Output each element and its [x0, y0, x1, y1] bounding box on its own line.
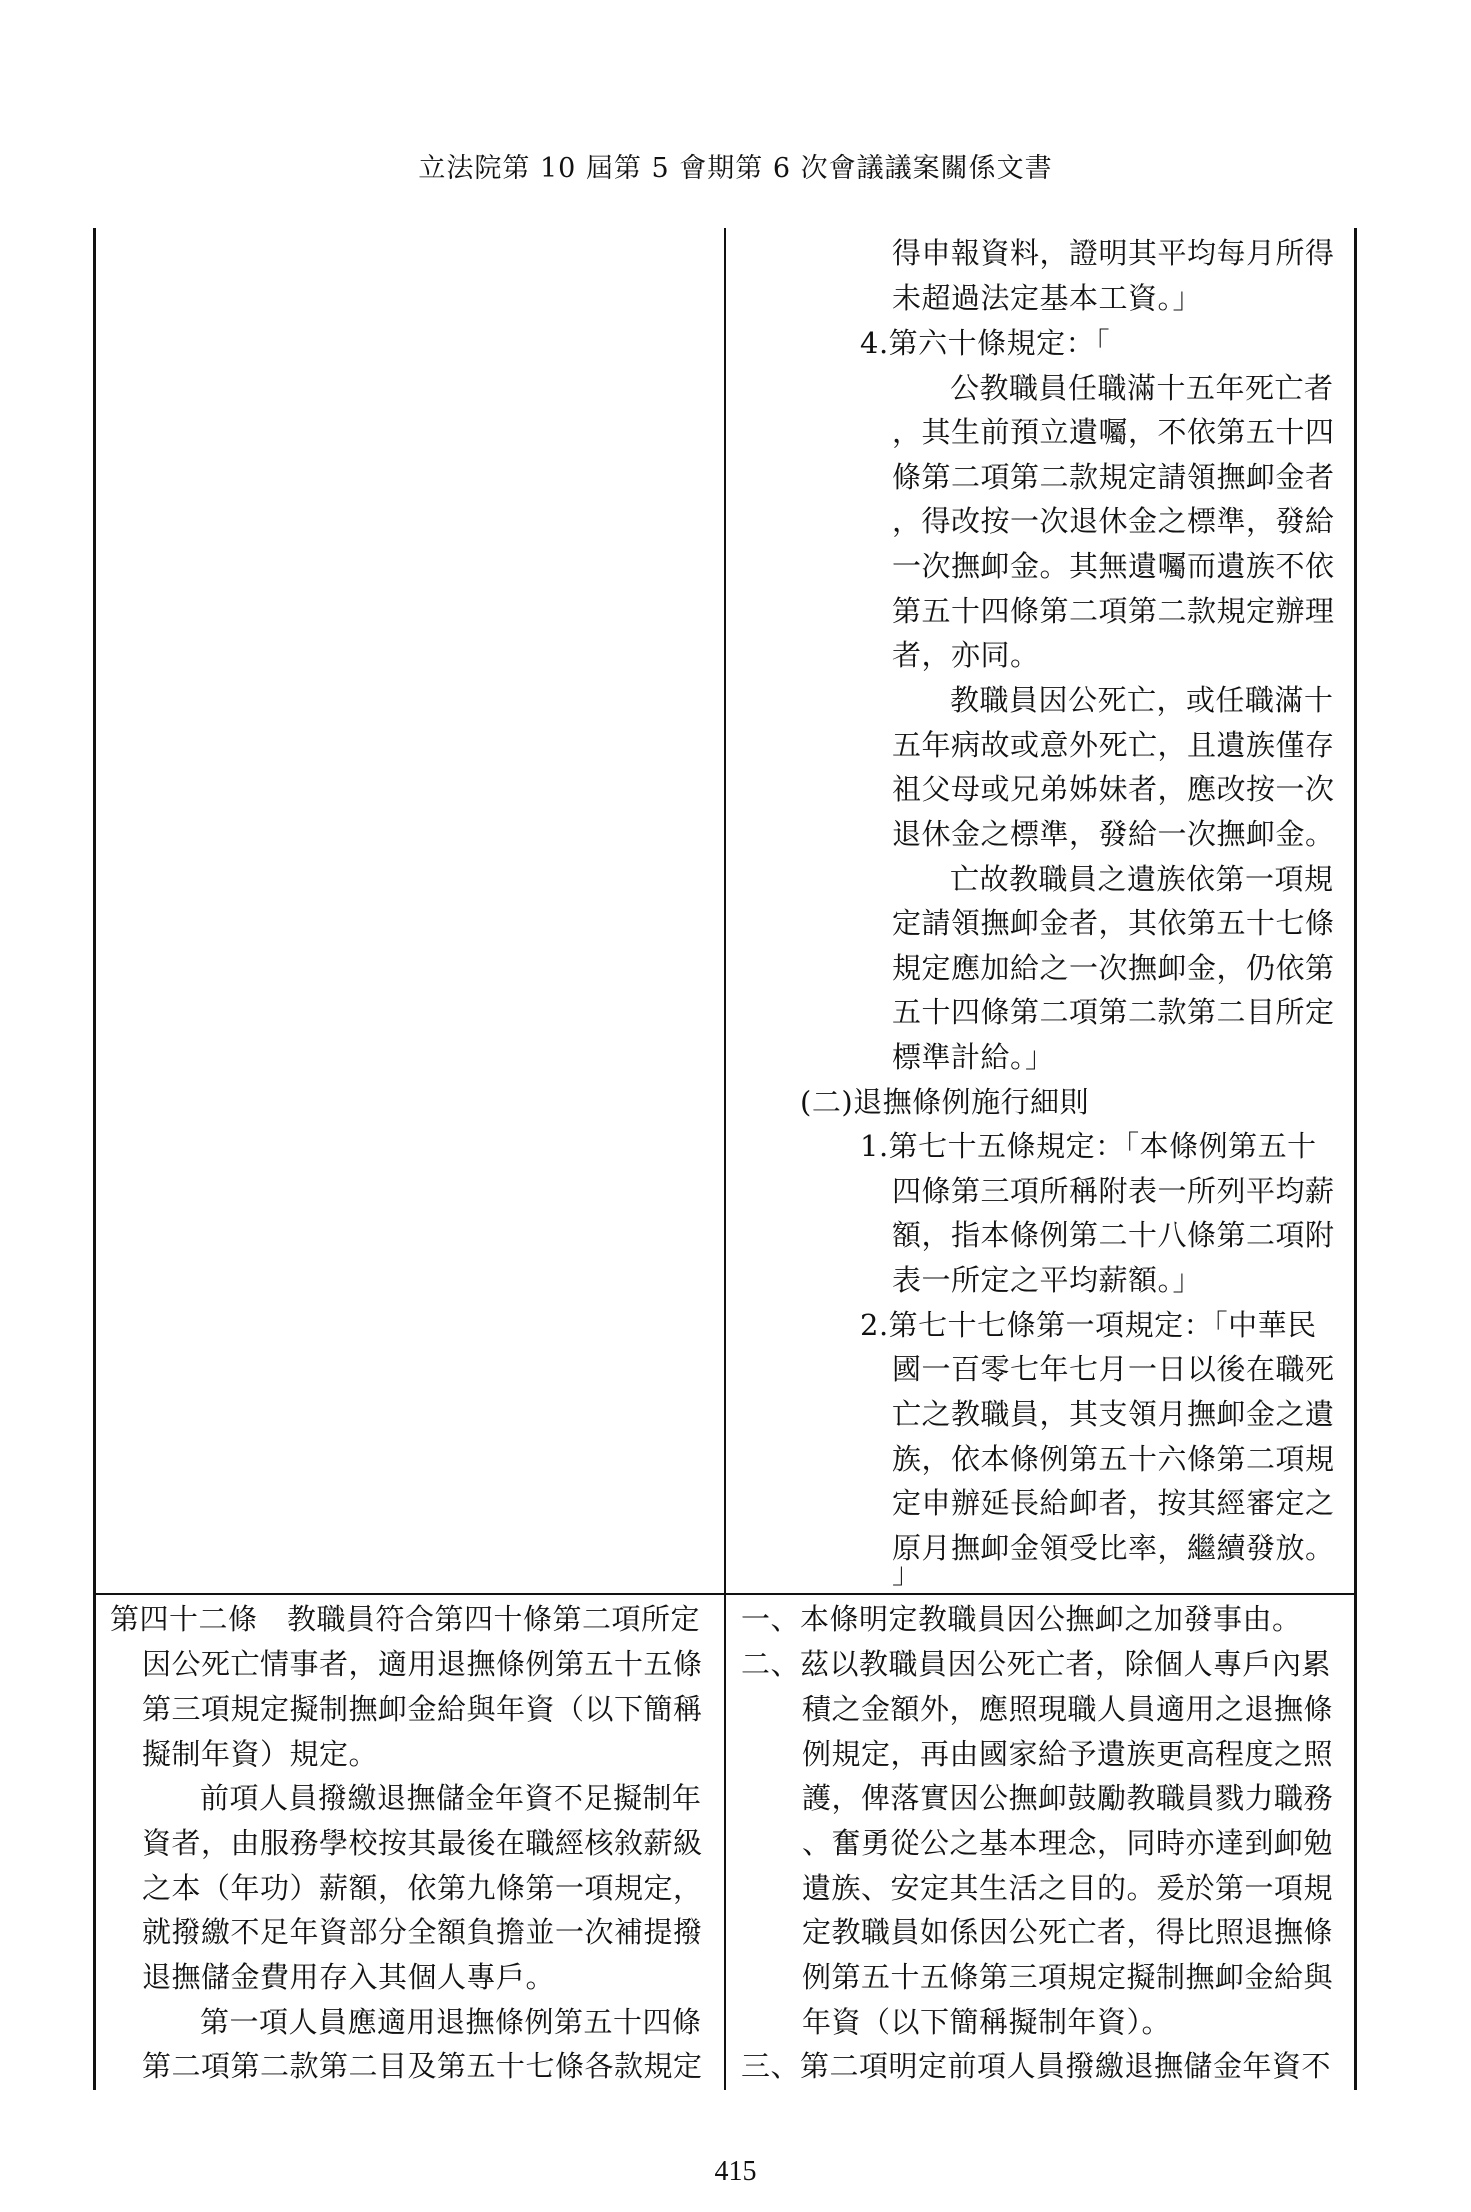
text-line: 因公死亡情事者，適用退撫條例第五十五條: [142, 1647, 703, 1681]
text-line: 得申報資料，證明其平均每月所得: [892, 236, 1335, 270]
table-left-border: [93, 228, 96, 2090]
text-line: 前項人員撥繳退撫儲金年資不足擬制年: [200, 1781, 702, 1815]
text-line: 護，俾落實因公撫卹鼓勵教職員戮力職務: [802, 1781, 1334, 1815]
text-line: 第四十二條 教職員符合第四十條第二項所定: [110, 1602, 701, 1636]
text-line: 第二項第二款第二目及第五十七條各款規定: [142, 2049, 703, 2083]
text-line: 擬制年資）規定。: [142, 1737, 379, 1771]
text-line: 條第二項第二款規定請領撫卹金者: [892, 460, 1335, 494]
text-line: 原月撫卹金領受比率，繼續發放。: [892, 1531, 1335, 1565]
text-line: 者，亦同。: [892, 638, 1040, 672]
text-line: 第五十四條第二項第二款規定辦理: [892, 594, 1335, 628]
text-line: 族，依本條例第五十六條第二項規: [892, 1442, 1335, 1476]
text-line: 遺族、安定其生活之目的。爰於第一項規: [802, 1871, 1334, 1905]
text-line: 額，指本條例第二十八條第二項附: [892, 1218, 1335, 1252]
text-line: 例規定，再由國家給予遺族更高程度之照: [802, 1737, 1334, 1771]
text-line: 五十四條第二項第二款第二目所定: [892, 995, 1335, 1029]
text-line: 祖父母或兄弟姊妹者，應改按一次: [892, 772, 1335, 806]
text-line: 、奮勇從公之基本理念，同時亦達到卹勉: [802, 1826, 1334, 1860]
text-line: 公教職員任職滿十五年死亡者: [950, 371, 1334, 405]
text-line: 例第五十五條第三項規定擬制撫卹金給與: [802, 1960, 1334, 1994]
page-number: 415: [714, 2156, 757, 2187]
text-line: 一次撫卹金。其無遺囑而遺族不依: [892, 549, 1335, 583]
page-header: 立法院第 10 屆第 5 會期第 6 次會議議案關係文書: [418, 153, 1053, 184]
text-line: 規定應加給之一次撫卹金，仍依第: [892, 951, 1335, 985]
text-line: 退休金之標準，發給一次撫卹金。: [892, 817, 1335, 851]
table-row-divider: [93, 1593, 1357, 1595]
text-line: 定教職員如係因公死亡者，得比照退撫條: [802, 1915, 1334, 1949]
text-line: 之本（年功）薪額，依第九條第一項規定，: [142, 1871, 703, 1905]
text-line: 2.第七十七條第一項規定：「中華民: [860, 1308, 1317, 1342]
text-line: 亡之教職員，其支領月撫卹金之遺: [892, 1397, 1335, 1431]
text-line: 一、本條明定教職員因公撫卹之加發事由。: [741, 1602, 1302, 1636]
text-line: 三、第二項明定前項人員撥繳退撫儲金年資不: [741, 2049, 1332, 2083]
text-line: 四條第三項所稱附表一所列平均薪: [892, 1174, 1335, 1208]
text-line: 」: [892, 1556, 922, 1590]
text-line: 未超過法定基本工資。」: [892, 281, 1203, 315]
text-line: 定請領撫卹金者，其依第五十七條: [892, 906, 1335, 940]
table-right-border: [1354, 228, 1357, 2090]
text-line: 二、茲以教職員因公死亡者，除個人專戶內累: [741, 1647, 1332, 1681]
text-line: 表一所定之平均薪額。」: [892, 1263, 1203, 1297]
text-line: 資者，由服務學校按其最後在職經核敘薪級: [142, 1826, 703, 1860]
text-line: 亡故教職員之遺族依第一項規: [950, 862, 1334, 896]
text-line: 積之金額外，應照現職人員適用之退撫條: [802, 1692, 1334, 1726]
text-line: ，得改按一次退休金之標準，發給: [892, 504, 1335, 538]
text-line: (二)退撫條例施行細則: [800, 1085, 1090, 1119]
text-line: ，其生前預立遺囑，不依第五十四: [892, 415, 1335, 449]
table-column-divider: [724, 228, 726, 2090]
text-line: 1.第七十五條規定：「本條例第五十: [860, 1129, 1317, 1163]
text-line: 五年病故或意外死亡，且遺族僅存: [892, 728, 1335, 762]
text-line: 定申辦延長給卹者，按其經審定之: [892, 1486, 1335, 1520]
text-line: 年資（以下簡稱擬制年資）。: [802, 2005, 1172, 2039]
text-line: 第三項規定擬制撫卹金給與年資（以下簡稱: [142, 1692, 703, 1726]
text-line: 標準計給。」: [892, 1040, 1055, 1074]
text-line: 教職員因公死亡，或任職滿十: [950, 683, 1334, 717]
text-line: 就撥繳不足年資部分全額負擔並一次補提撥: [142, 1915, 703, 1949]
text-line: 第一項人員應適用退撫條例第五十四條: [200, 2005, 702, 2039]
text-line: 4.第六十條規定：「: [860, 326, 1111, 360]
text-line: 退撫儲金費用存入其個人專戶。: [142, 1960, 556, 1994]
text-line: 國一百零七年七月一日以後在職死: [892, 1352, 1335, 1386]
